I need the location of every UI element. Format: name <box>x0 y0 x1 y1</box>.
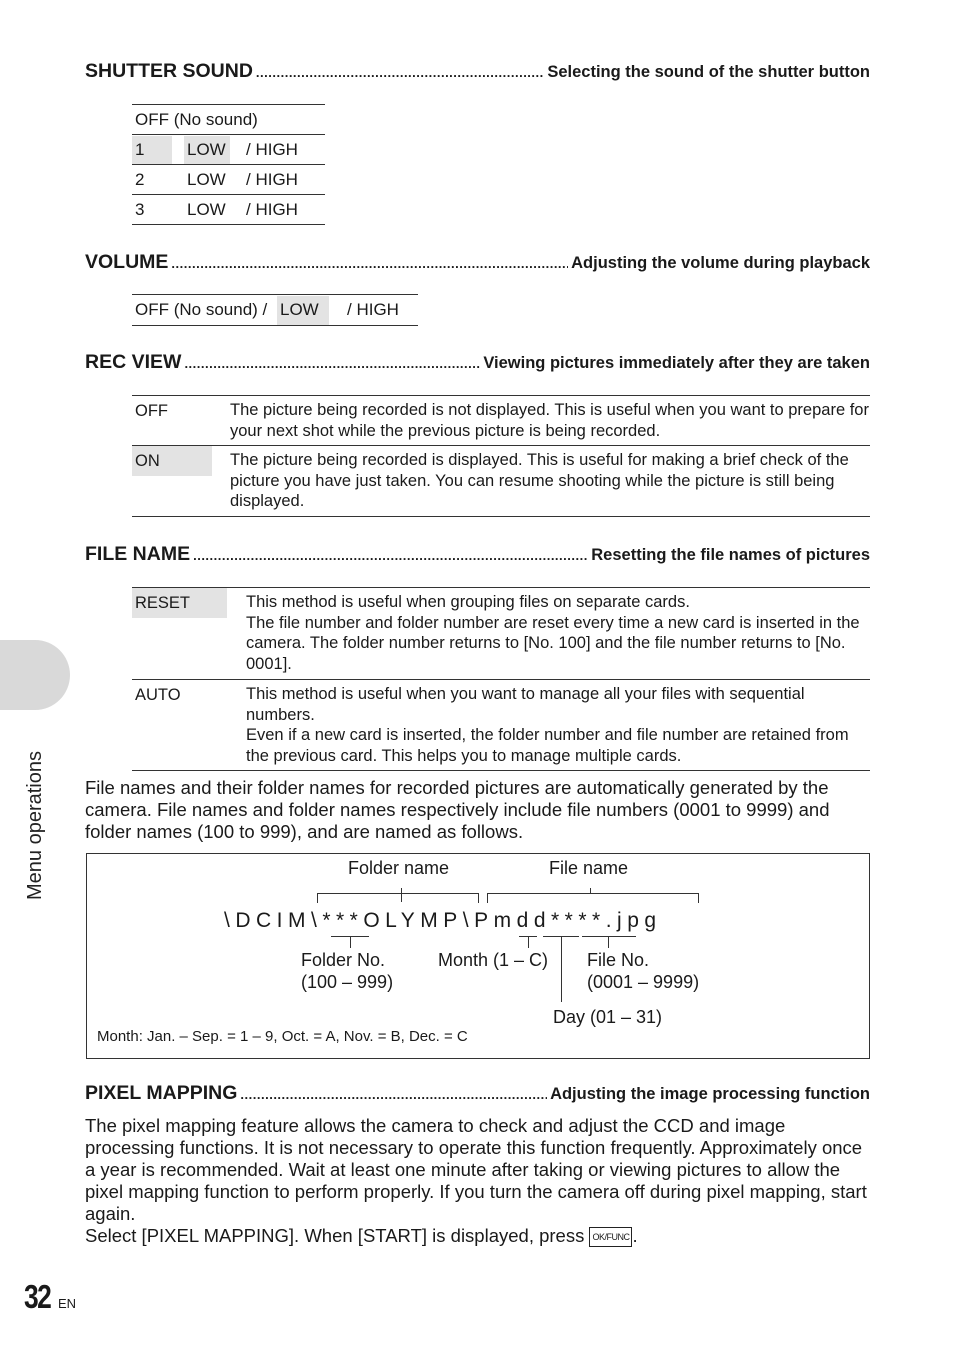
dot-leader <box>193 548 588 563</box>
bracket-line <box>478 893 479 903</box>
section-description: Resetting the file names of pictures <box>591 546 870 564</box>
dot-leader <box>171 256 568 271</box>
option-description: The picture being recorded is not displayed. This is useful when you want to prepare for your next shot while the previous picture is being recorded. <box>230 401 869 440</box>
dot-leader <box>240 1087 547 1102</box>
option-key: RESET <box>132 588 227 618</box>
table-row <box>132 395 870 445</box>
table-row <box>132 679 870 770</box>
file-no-range: (0001 – 9999) <box>587 972 700 992</box>
option-off: OFF (No sound) / <box>135 300 268 319</box>
dot-leader <box>256 65 544 80</box>
section-description: Selecting the sound of the shutter button <box>547 63 870 81</box>
section-title: REC VIEW <box>85 351 182 373</box>
folder-no-range: (100 – 999) <box>301 972 394 992</box>
connector <box>561 936 562 1002</box>
connector <box>350 936 351 948</box>
section-description: Adjusting the volume during playback <box>571 254 870 272</box>
option-high: / HIGH <box>347 300 399 319</box>
option-key: ON <box>132 446 212 476</box>
month-note: Month: Jan. – Sep. = 1 – 9, Oct. = A, Nov. = B, Dec. = C <box>97 1028 468 1045</box>
pixel-mapping-paragraph <box>85 1115 875 1247</box>
option-high: / HIGH <box>246 170 298 189</box>
file-no-label: File No. <box>587 950 650 970</box>
description-line: The file number and folder number are reset every time a new card is inserted in the camera. The folder number returns to [No. 100] and the file number returns to [No. 0001]. <box>246 613 860 673</box>
option-low: LOW <box>187 140 226 159</box>
ok-func-button-icon: OK/FUNC <box>589 1227 632 1247</box>
file-path-pattern: \DCIM\***OLYMP\Pmdd****.jpg <box>224 909 662 932</box>
option-number: 3 <box>135 200 145 219</box>
pixel-mapping-header <box>85 1082 870 1105</box>
side-section-label: Menu operations <box>24 751 46 900</box>
bracket-line <box>317 893 318 903</box>
description-line: Even if a new card is inserted, the folder number and file number are retained from the previous card. This helps you to manage multiple cards. <box>246 726 849 765</box>
option-key: AUTO <box>135 686 181 704</box>
instruction-end: . <box>632 1225 638 1246</box>
option-description <box>246 588 870 677</box>
bracket-line <box>698 893 699 903</box>
shutter-sound-header <box>85 60 870 83</box>
underline <box>582 936 636 937</box>
file-name-table <box>132 587 870 771</box>
volume-table <box>132 294 418 326</box>
section-title: PIXEL MAPPING <box>85 1082 238 1104</box>
file-name-diagram <box>86 853 870 1059</box>
rec-view-header <box>85 351 870 374</box>
page-number: 32 <box>24 1278 51 1315</box>
option-off: OFF (No sound) <box>135 110 258 129</box>
file-name-label: File name <box>549 858 629 878</box>
option-low: LOW <box>280 300 319 319</box>
section-description: Viewing pictures immediately after they are taken <box>483 354 870 372</box>
folder-name-label: Folder name <box>348 858 450 878</box>
file-name-paragraph: File names and their folder names for recorded pictures are automatically generated by the camera. File names and folder names respectively include file numbers (0001 to 9999) and folder names (100 to 999), and are named as follows. <box>85 777 830 842</box>
table-row <box>132 445 870 516</box>
bracket-line <box>401 888 402 902</box>
option-number: 2 <box>135 170 145 189</box>
instruction-text: Select [PIXEL MAPPING]. When [START] is displayed, press <box>85 1225 585 1246</box>
table-row <box>132 587 870 679</box>
option-description <box>246 680 870 770</box>
page-language: EN <box>58 1296 77 1311</box>
section-title: VOLUME <box>85 251 169 273</box>
bracket-line <box>487 893 488 903</box>
day-label: Day (01 – 31) <box>553 1007 663 1027</box>
section-title: SHUTTER SOUND <box>85 60 253 82</box>
folder-no-label: Folder No. <box>301 950 386 970</box>
bracket-line <box>487 893 699 894</box>
description-line: This method is useful when you want to manage all your files with sequential numbers. <box>246 685 805 724</box>
option-low: LOW <box>187 200 226 219</box>
section-description: Adjusting the image processing function <box>550 1085 870 1103</box>
option-number: 1 <box>135 140 145 159</box>
dot-leader <box>184 356 480 371</box>
pixel-mapping-instruction <box>85 1225 875 1247</box>
rec-view-table <box>132 395 870 517</box>
pixel-mapping-text: The pixel mapping feature allows the camera to check and adjust the CCD and image processing functions. It is not necessary to operate this function frequently. Approximately once a year is recommended. Wait at least one minute after taking or viewing pictures to allow the pixel mapping function to perform properly. If you turn the camera off during pixel mapping, start again. <box>85 1115 867 1224</box>
volume-header <box>85 251 870 274</box>
table-row <box>132 164 325 194</box>
month-label: Month (1 – C) <box>438 950 549 970</box>
table-row <box>132 194 325 225</box>
connector <box>608 936 609 948</box>
description-line: This method is useful when grouping files on separate cards. <box>246 593 690 611</box>
option-low: LOW <box>187 170 226 189</box>
option-high: / HIGH <box>246 140 298 159</box>
file-name-header <box>85 543 870 566</box>
side-tab <box>0 640 70 710</box>
section-title: FILE NAME <box>85 543 191 565</box>
connector <box>528 936 529 948</box>
table-row <box>132 134 325 164</box>
bracket-line <box>317 893 479 894</box>
option-key: OFF <box>135 402 168 420</box>
option-high: / HIGH <box>246 200 298 219</box>
option-description: The picture being recorded is displayed. This is useful for making a brief check of the picture you have just taken. You can resume shooting while the picture is still being displayed. <box>230 451 849 510</box>
table-row <box>132 104 325 134</box>
